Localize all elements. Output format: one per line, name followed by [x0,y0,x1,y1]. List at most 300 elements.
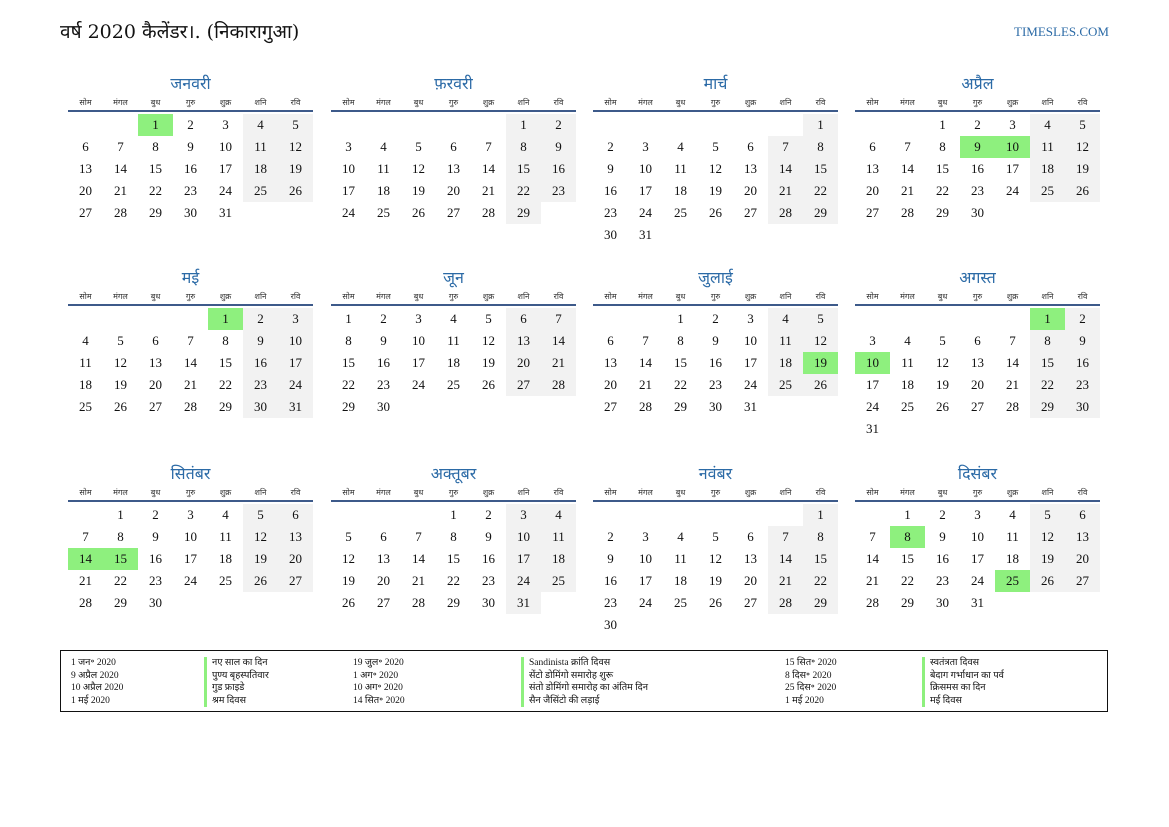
day-cell[interactable]: 12 [243,526,278,548]
day-cell[interactable]: 28 [1006,399,1019,414]
day-cell[interactable]: 26 [342,595,355,610]
day-cell[interactable]: 4 [541,504,576,526]
day-cell[interactable]: 9 [187,139,194,154]
day-cell[interactable]: 2 [974,117,981,132]
day-cell[interactable]: 14 [541,330,576,352]
day-cell[interactable]: 12 [936,355,949,370]
day-cell[interactable]: 21 [79,573,92,588]
day-cell[interactable]: 25 [377,205,390,220]
day-cell[interactable]: 10 [412,333,425,348]
day-cell[interactable]: 20 [1065,548,1100,570]
day-cell[interactable]: 23 [243,374,278,396]
day-cell[interactable]: 6 [869,139,876,154]
day-cell[interactable]: 9 [712,333,719,348]
day-cell[interactable]: 15 [803,548,838,570]
day-cell[interactable]: 31 [639,227,652,242]
day-cell[interactable]: 27 [866,205,879,220]
day-cell[interactable]: 23 [482,573,495,588]
day-cell[interactable]: 3 [747,311,754,326]
day-cell[interactable]: 7 [541,308,576,330]
day-cell[interactable]: 17 [506,548,541,570]
day-cell[interactable]: 31 [278,396,313,418]
day-cell[interactable]: 9 [485,529,492,544]
day-cell[interactable]: 13 [377,551,390,566]
holiday-day-cell[interactable]: 10 [855,352,890,374]
day-cell[interactable]: 7 [768,136,803,158]
day-cell[interactable]: 6 [747,529,754,544]
day-cell[interactable]: 27 [79,205,92,220]
day-cell[interactable]: 24 [866,399,879,414]
day-cell[interactable]: 18 [674,183,687,198]
day-cell[interactable]: 19 [1030,548,1065,570]
day-cell[interactable]: 3 [869,333,876,348]
holiday-day-cell[interactable]: 1 [1030,308,1065,330]
day-cell[interactable]: 19 [1065,158,1100,180]
day-cell[interactable]: 26 [412,205,425,220]
day-cell[interactable]: 1 [904,507,911,522]
day-cell[interactable]: 22 [342,377,355,392]
day-cell[interactable]: 13 [744,551,757,566]
day-cell[interactable]: 31 [744,399,757,414]
day-cell[interactable]: 24 [342,205,355,220]
day-cell[interactable]: 21 [866,573,879,588]
day-cell[interactable]: 13 [744,161,757,176]
day-cell[interactable]: 22 [114,573,127,588]
day-cell[interactable]: 16 [541,158,576,180]
holiday-day-cell[interactable]: 1 [138,114,173,136]
day-cell[interactable]: 6 [1065,504,1100,526]
day-cell[interactable]: 4 [768,308,803,330]
day-cell[interactable]: 17 [866,377,879,392]
day-cell[interactable]: 19 [243,548,278,570]
day-cell[interactable]: 18 [447,355,460,370]
day-cell[interactable]: 18 [219,551,232,566]
day-cell[interactable]: 30 [971,205,984,220]
day-cell[interactable]: 4 [243,114,278,136]
day-cell[interactable]: 20 [149,377,162,392]
day-cell[interactable]: 1 [939,117,946,132]
day-cell[interactable]: 13 [971,355,984,370]
day-cell[interactable]: 29 [447,595,460,610]
day-cell[interactable]: 21 [639,377,652,392]
day-cell[interactable]: 12 [278,136,313,158]
day-cell[interactable]: 6 [82,139,89,154]
day-cell[interactable]: 10 [219,139,232,154]
day-cell[interactable]: 2 [187,117,194,132]
day-cell[interactable]: 3 [222,117,229,132]
day-cell[interactable]: 20 [744,183,757,198]
day-cell[interactable]: 6 [974,333,981,348]
day-cell[interactable]: 27 [377,595,390,610]
day-cell[interactable]: 22 [219,377,232,392]
day-cell[interactable]: 25 [901,399,914,414]
day-cell[interactable]: 23 [936,573,949,588]
day-cell[interactable]: 14 [866,551,879,566]
day-cell[interactable]: 4 [380,139,387,154]
day-cell[interactable]: 19 [114,377,127,392]
day-cell[interactable]: 18 [79,377,92,392]
day-cell[interactable]: 5 [712,139,719,154]
day-cell[interactable]: 24 [278,374,313,396]
holiday-day-cell[interactable]: 25 [995,570,1030,592]
day-cell[interactable]: 24 [639,205,652,220]
day-cell[interactable]: 10 [184,529,197,544]
day-cell[interactable]: 3 [642,139,649,154]
day-cell[interactable]: 21 [412,573,425,588]
day-cell[interactable]: 17 [639,573,652,588]
day-cell[interactable]: 24 [219,183,232,198]
day-cell[interactable]: 26 [1030,570,1065,592]
day-cell[interactable]: 25 [1030,180,1065,202]
day-cell[interactable]: 14 [1006,355,1019,370]
day-cell[interactable]: 23 [377,377,390,392]
day-cell[interactable]: 16 [149,551,162,566]
day-cell[interactable]: 2 [243,308,278,330]
day-cell[interactable]: 20 [377,573,390,588]
day-cell[interactable]: 1 [117,507,124,522]
day-cell[interactable]: 7 [187,333,194,348]
day-cell[interactable]: 14 [768,158,803,180]
day-cell[interactable]: 3 [415,311,422,326]
day-cell[interactable]: 1 [450,507,457,522]
day-cell[interactable]: 26 [709,205,722,220]
day-cell[interactable]: 29 [219,399,232,414]
day-cell[interactable]: 12 [412,161,425,176]
day-cell[interactable]: 4 [1009,507,1016,522]
day-cell[interactable]: 1 [677,311,684,326]
day-cell[interactable]: 30 [149,595,162,610]
day-cell[interactable]: 14 [412,551,425,566]
day-cell[interactable]: 9 [939,529,946,544]
day-cell[interactable]: 13 [604,355,617,370]
day-cell[interactable]: 17 [342,183,355,198]
day-cell[interactable]: 31 [971,595,984,610]
day-cell[interactable]: 23 [971,183,984,198]
day-cell[interactable]: 14 [768,548,803,570]
day-cell[interactable]: 15 [447,551,460,566]
day-cell[interactable]: 22 [936,183,949,198]
day-cell[interactable]: 15 [149,161,162,176]
day-cell[interactable]: 20 [971,377,984,392]
day-cell[interactable]: 25 [79,399,92,414]
day-cell[interactable]: 4 [904,333,911,348]
day-cell[interactable]: 26 [1065,180,1100,202]
day-cell[interactable]: 21 [482,183,495,198]
day-cell[interactable]: 10 [342,161,355,176]
day-cell[interactable]: 13 [1065,526,1100,548]
day-cell[interactable]: 5 [712,529,719,544]
day-cell[interactable]: 2 [1065,308,1100,330]
day-cell[interactable]: 23 [149,573,162,588]
day-cell[interactable]: 11 [447,333,460,348]
day-cell[interactable]: 28 [184,399,197,414]
day-cell[interactable]: 5 [1030,504,1065,526]
day-cell[interactable]: 4 [82,333,89,348]
day-cell[interactable]: 7 [415,529,422,544]
day-cell[interactable]: 29 [936,205,949,220]
day-cell[interactable]: 16 [482,551,495,566]
day-cell[interactable]: 7 [768,526,803,548]
day-cell[interactable]: 16 [1065,352,1100,374]
day-cell[interactable]: 26 [936,399,949,414]
day-cell[interactable]: 22 [149,183,162,198]
day-cell[interactable]: 13 [278,526,313,548]
day-cell[interactable]: 20 [866,183,879,198]
day-cell[interactable]: 22 [901,573,914,588]
day-cell[interactable]: 30 [482,595,495,610]
day-cell[interactable]: 21 [114,183,127,198]
day-cell[interactable]: 9 [1065,330,1100,352]
day-cell[interactable]: 14 [901,161,914,176]
day-cell[interactable]: 22 [674,377,687,392]
day-cell[interactable]: 28 [482,205,495,220]
day-cell[interactable]: 29 [803,202,838,224]
day-cell[interactable]: 8 [506,136,541,158]
day-cell[interactable]: 27 [604,399,617,414]
day-cell[interactable]: 30 [243,396,278,418]
day-cell[interactable]: 25 [541,570,576,592]
day-cell[interactable]: 24 [744,377,757,392]
day-cell[interactable]: 2 [380,311,387,326]
day-cell[interactable]: 6 [152,333,159,348]
day-cell[interactable]: 27 [1065,570,1100,592]
holiday-day-cell[interactable]: 19 [803,352,838,374]
day-cell[interactable]: 18 [674,573,687,588]
day-cell[interactable]: 24 [412,377,425,392]
day-cell[interactable]: 5 [243,504,278,526]
day-cell[interactable]: 17 [278,352,313,374]
day-cell[interactable]: 8 [450,529,457,544]
day-cell[interactable]: 29 [114,595,127,610]
day-cell[interactable]: 22 [803,180,838,202]
day-cell[interactable]: 9 [607,551,614,566]
day-cell[interactable]: 2 [541,114,576,136]
day-cell[interactable]: 30 [936,595,949,610]
day-cell[interactable]: 11 [1030,136,1065,158]
day-cell[interactable]: 28 [768,592,803,614]
day-cell[interactable]: 11 [377,161,390,176]
day-cell[interactable]: 19 [482,355,495,370]
day-cell[interactable]: 18 [541,548,576,570]
day-cell[interactable]: 22 [506,180,541,202]
day-cell[interactable]: 29 [149,205,162,220]
day-cell[interactable]: 11 [219,529,232,544]
day-cell[interactable]: 15 [219,355,232,370]
day-cell[interactable]: 5 [1065,114,1100,136]
day-cell[interactable]: 18 [768,352,803,374]
day-cell[interactable]: 9 [607,161,614,176]
holiday-day-cell[interactable]: 15 [103,548,138,570]
day-cell[interactable]: 27 [506,374,541,396]
day-cell[interactable]: 18 [377,183,390,198]
day-cell[interactable]: 7 [642,333,649,348]
day-cell[interactable]: 14 [482,161,495,176]
day-cell[interactable]: 9 [541,136,576,158]
day-cell[interactable]: 27 [971,399,984,414]
day-cell[interactable]: 11 [674,161,687,176]
day-cell[interactable]: 2 [607,139,614,154]
day-cell[interactable]: 27 [447,205,460,220]
day-cell[interactable]: 1 [803,504,838,526]
day-cell[interactable]: 23 [709,377,722,392]
day-cell[interactable]: 16 [377,355,390,370]
day-cell[interactable]: 30 [1065,396,1100,418]
day-cell[interactable]: 26 [803,374,838,396]
day-cell[interactable]: 15 [506,158,541,180]
day-cell[interactable]: 3 [345,139,352,154]
day-cell[interactable]: 21 [901,183,914,198]
day-cell[interactable]: 15 [803,158,838,180]
day-cell[interactable]: 3 [506,504,541,526]
day-cell[interactable]: 3 [1009,117,1016,132]
day-cell[interactable]: 5 [415,139,422,154]
day-cell[interactable]: 11 [1006,529,1019,544]
day-cell[interactable]: 21 [184,377,197,392]
day-cell[interactable]: 21 [1006,377,1019,392]
day-cell[interactable]: 14 [639,355,652,370]
day-cell[interactable]: 7 [82,529,89,544]
day-cell[interactable]: 5 [939,333,946,348]
day-cell[interactable]: 31 [866,421,879,436]
day-cell[interactable]: 13 [149,355,162,370]
day-cell[interactable]: 26 [278,180,313,202]
day-cell[interactable]: 13 [447,161,460,176]
day-cell[interactable]: 12 [709,161,722,176]
day-cell[interactable]: 18 [901,377,914,392]
day-cell[interactable]: 10 [639,551,652,566]
day-cell[interactable]: 6 [450,139,457,154]
day-cell[interactable]: 3 [187,507,194,522]
day-cell[interactable]: 28 [866,595,879,610]
day-cell[interactable]: 17 [744,355,757,370]
day-cell[interactable]: 4 [222,507,229,522]
day-cell[interactable]: 20 [604,377,617,392]
day-cell[interactable]: 8 [1030,330,1065,352]
day-cell[interactable]: 18 [1030,158,1065,180]
day-cell[interactable]: 16 [184,161,197,176]
day-cell[interactable]: 25 [219,573,232,588]
day-cell[interactable]: 11 [674,551,687,566]
day-cell[interactable]: 23 [604,595,617,610]
day-cell[interactable]: 17 [639,183,652,198]
day-cell[interactable]: 4 [677,529,684,544]
holiday-day-cell[interactable]: 9 [960,136,995,158]
day-cell[interactable]: 7 [1009,333,1016,348]
holiday-day-cell[interactable]: 8 [890,526,925,548]
day-cell[interactable]: 2 [939,507,946,522]
day-cell[interactable]: 12 [1030,526,1065,548]
day-cell[interactable]: 2 [712,311,719,326]
day-cell[interactable]: 28 [412,595,425,610]
day-cell[interactable]: 17 [219,161,232,176]
day-cell[interactable]: 10 [744,333,757,348]
day-cell[interactable]: 12 [1065,136,1100,158]
day-cell[interactable]: 12 [342,551,355,566]
day-cell[interactable]: 11 [768,330,803,352]
site-link[interactable]: TIMESLES.COM [1014,24,1109,39]
day-cell[interactable]: 16 [936,551,949,566]
day-cell[interactable]: 24 [1006,183,1019,198]
day-cell[interactable]: 13 [866,161,879,176]
day-cell[interactable]: 2 [152,507,159,522]
day-cell[interactable]: 16 [604,183,617,198]
day-cell[interactable]: 29 [803,592,838,614]
day-cell[interactable]: 19 [709,573,722,588]
day-cell[interactable]: 29 [674,399,687,414]
day-cell[interactable]: 27 [278,570,313,592]
day-cell[interactable]: 16 [709,355,722,370]
day-cell[interactable]: 20 [79,183,92,198]
day-cell[interactable]: 20 [506,352,541,374]
day-cell[interactable]: 6 [747,139,754,154]
day-cell[interactable]: 28 [901,205,914,220]
day-cell[interactable]: 9 [380,333,387,348]
day-cell[interactable]: 28 [79,595,92,610]
day-cell[interactable]: 18 [243,158,278,180]
day-cell[interactable]: 24 [506,570,541,592]
day-cell[interactable]: 17 [412,355,425,370]
day-cell[interactable]: 13 [506,330,541,352]
day-cell[interactable]: 4 [450,311,457,326]
day-cell[interactable]: 22 [447,573,460,588]
day-cell[interactable]: 3 [278,308,313,330]
day-cell[interactable]: 16 [243,352,278,374]
day-cell[interactable]: 10 [278,330,313,352]
day-cell[interactable]: 28 [114,205,127,220]
day-cell[interactable]: 22 [1030,374,1065,396]
day-cell[interactable]: 4 [677,139,684,154]
day-cell[interactable]: 25 [768,374,803,396]
day-cell[interactable]: 28 [541,374,576,396]
day-cell[interactable]: 26 [482,377,495,392]
day-cell[interactable]: 8 [677,333,684,348]
day-cell[interactable]: 28 [639,399,652,414]
day-cell[interactable]: 20 [447,183,460,198]
day-cell[interactable]: 5 [278,114,313,136]
day-cell[interactable]: 10 [971,529,984,544]
day-cell[interactable]: 26 [709,595,722,610]
day-cell[interactable]: 12 [803,330,838,352]
day-cell[interactable]: 14 [184,355,197,370]
day-cell[interactable]: 22 [803,570,838,592]
day-cell[interactable]: 26 [243,570,278,592]
day-cell[interactable]: 3 [974,507,981,522]
day-cell[interactable]: 27 [149,399,162,414]
day-cell[interactable]: 24 [971,573,984,588]
day-cell[interactable]: 30 [604,227,617,242]
day-cell[interactable]: 7 [117,139,124,154]
day-cell[interactable]: 19 [342,573,355,588]
day-cell[interactable]: 23 [184,183,197,198]
day-cell[interactable]: 21 [768,180,803,202]
day-cell[interactable]: 25 [447,377,460,392]
day-cell[interactable]: 15 [674,355,687,370]
day-cell[interactable]: 6 [607,333,614,348]
holiday-day-cell[interactable]: 10 [995,136,1030,158]
day-cell[interactable]: 1 [345,311,352,326]
day-cell[interactable]: 2 [607,529,614,544]
day-cell[interactable]: 10 [506,526,541,548]
day-cell[interactable]: 5 [345,529,352,544]
holiday-day-cell[interactable]: 14 [68,548,103,570]
day-cell[interactable]: 15 [936,161,949,176]
day-cell[interactable]: 31 [219,205,232,220]
day-cell[interactable]: 17 [184,551,197,566]
day-cell[interactable]: 21 [768,570,803,592]
day-cell[interactable]: 25 [674,595,687,610]
day-cell[interactable]: 20 [744,573,757,588]
day-cell[interactable]: 6 [278,504,313,526]
